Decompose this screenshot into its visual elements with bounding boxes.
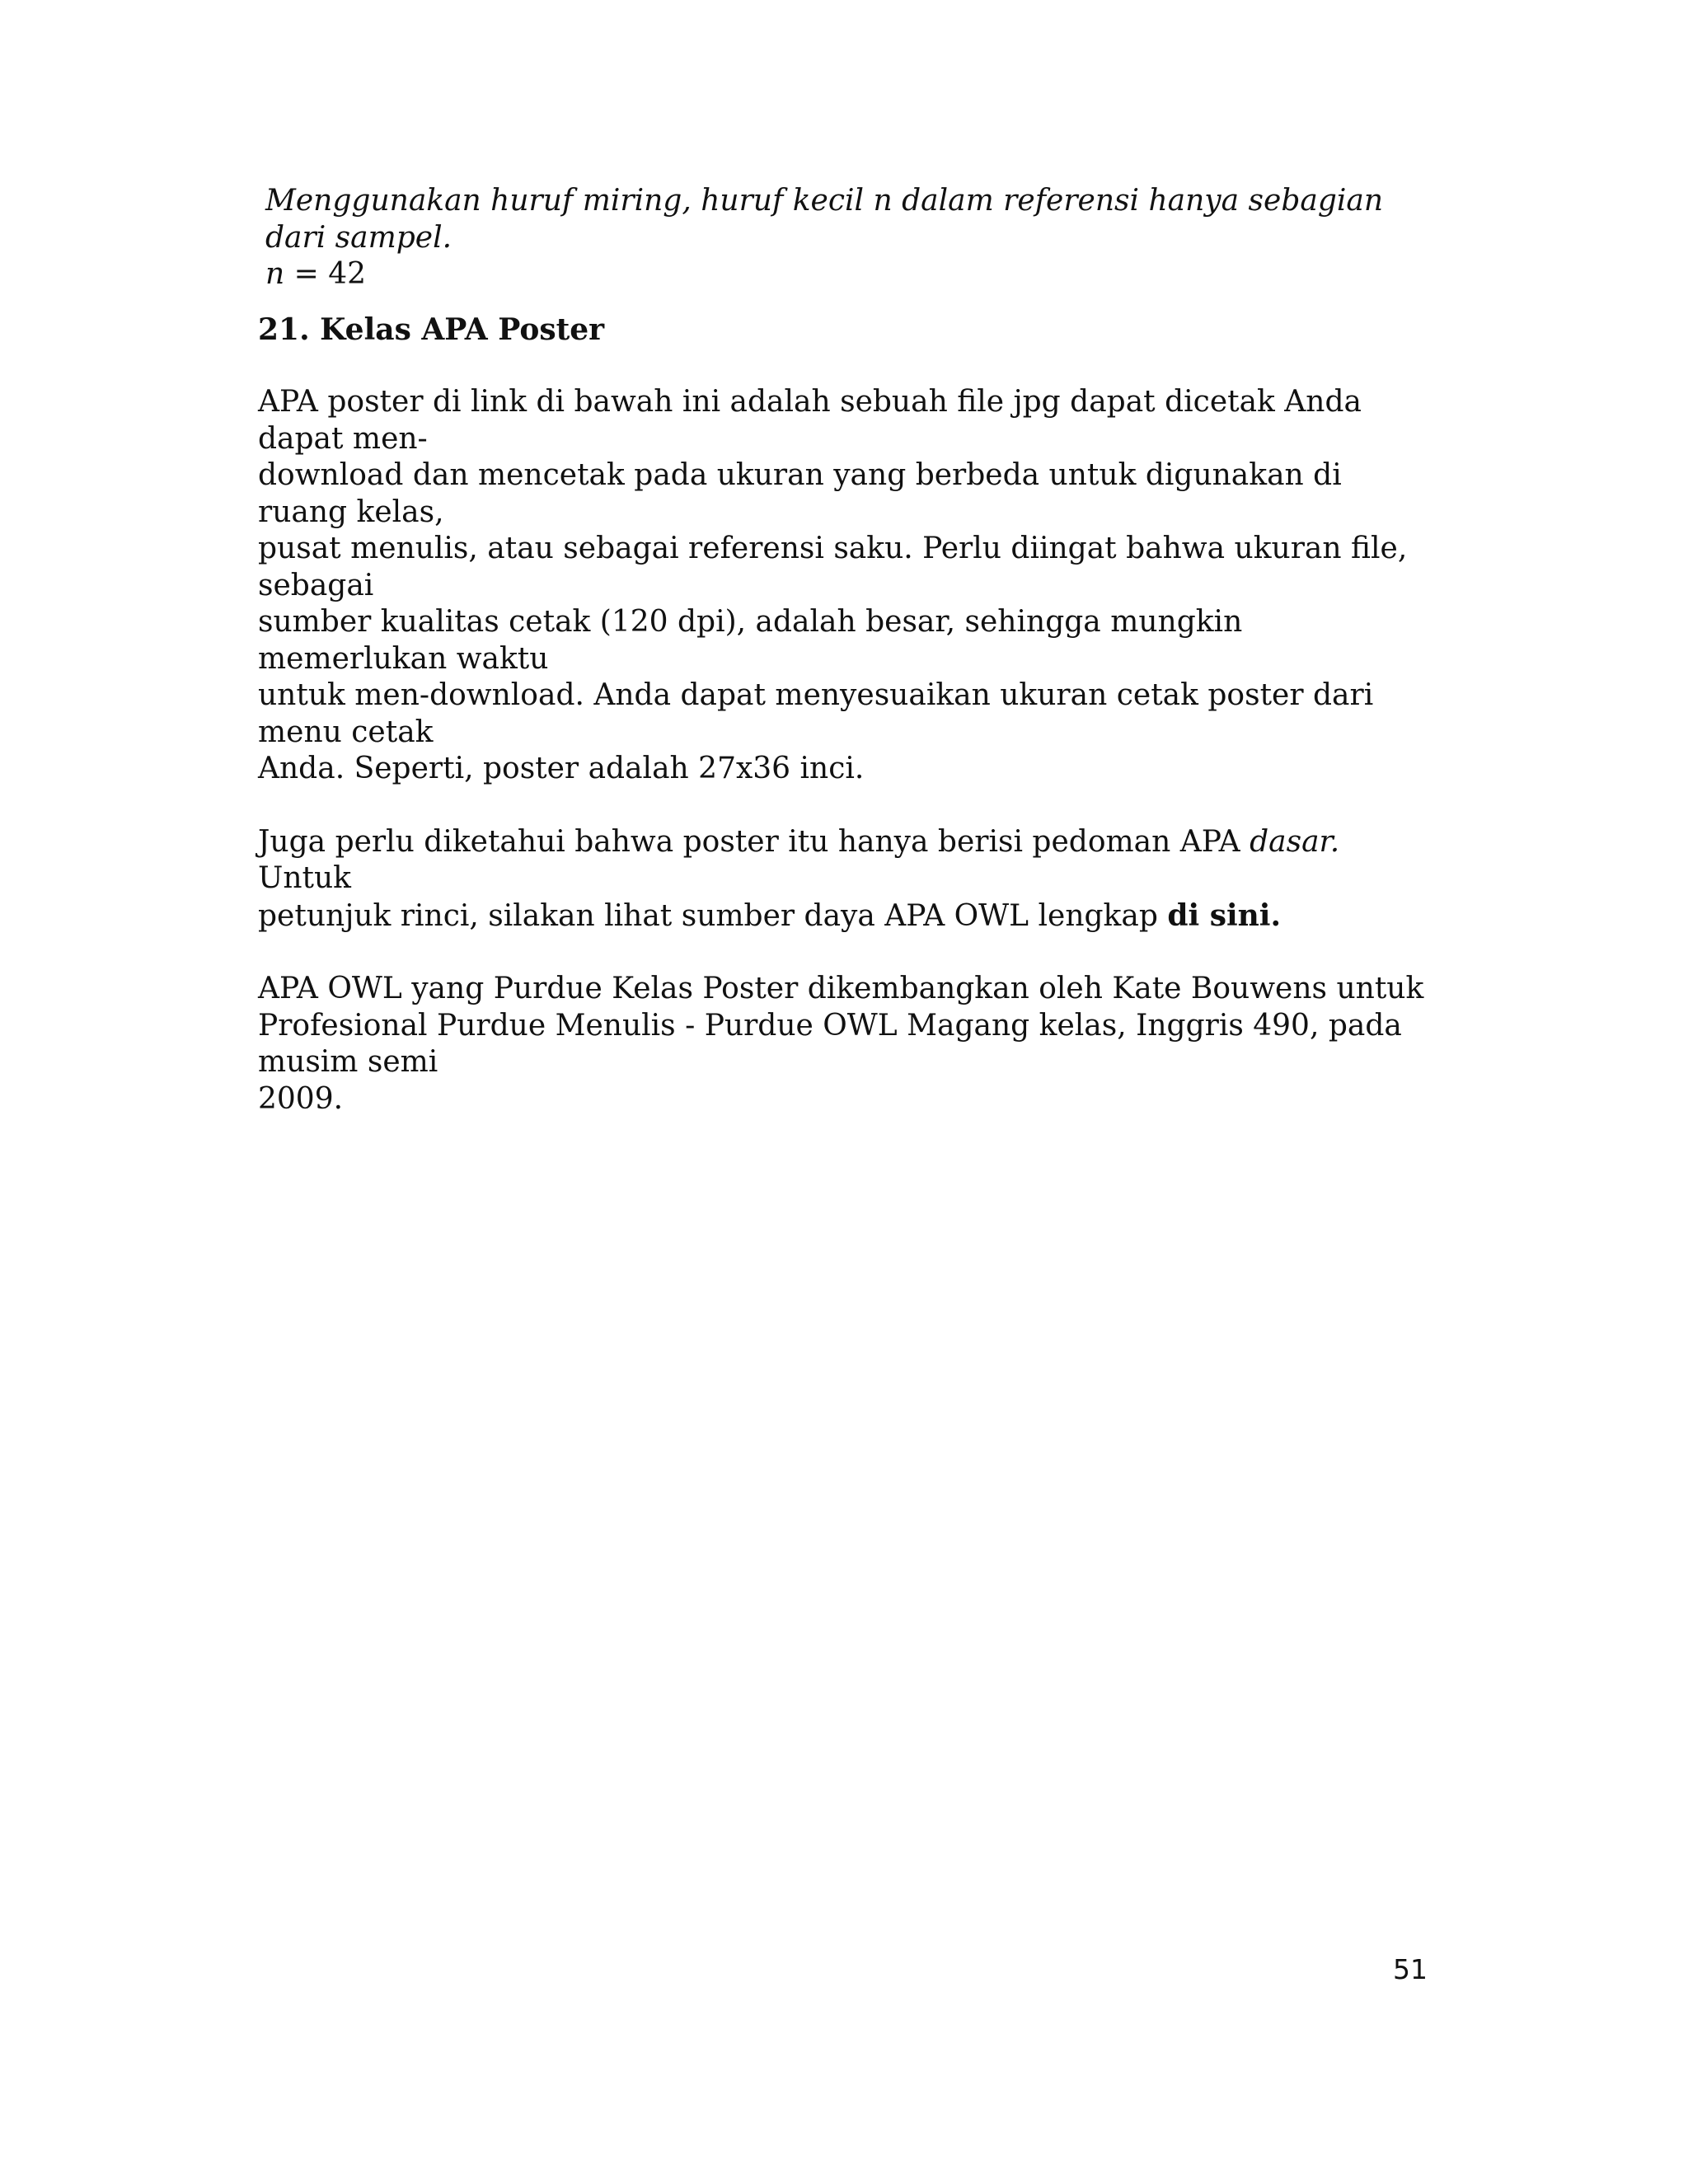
sample-size-value: = 42 [284, 257, 367, 291]
paragraph-line: Profesional Purdue Menulis - Purdue OWL Magang kelas, Inggris 490, pada musim semi [258, 1008, 1402, 1079]
sample-note: Menggunakan huruf miring, huruf kecil n dalam referensi hanya sebagian dari sampel. [265, 184, 1384, 255]
paragraph-text: Untuk [258, 861, 351, 895]
paragraph-line: Anda. Seperti, poster adalah 27x36 inci. [258, 752, 865, 785]
paragraph-line: sumber kualitas cetak (120 dpi), adalah besar, sehingga mungkin memerlukan waktu [258, 605, 1243, 676]
sample-size-line [258, 256, 1428, 293]
paragraph-line: pusat menulis, atau sebagai referensi saku. Perlu diingat bahwa ukuran file, sebagai [258, 532, 1408, 602]
section-heading: 21. Kelas APA Poster [258, 312, 605, 347]
page-number: 51 [1393, 1953, 1428, 1985]
paragraph-line: APA poster di link di bawah ini adalah sebuah file jpg dapat dicetak Anda dapat men- [258, 385, 1362, 456]
link-di-sini[interactable]: di sini. [1167, 898, 1282, 933]
paragraph-credits [258, 971, 1428, 1118]
paragraph-poster-info [258, 384, 1428, 788]
page-content [258, 183, 1428, 1118]
paragraph-text: petunjuk rinci, silakan lihat sumber daya APA OWL lengkap [258, 898, 1168, 933]
paragraph-line: 2009. [258, 1081, 344, 1116]
sample-size-variable: n [265, 257, 285, 291]
paragraph-line: APA OWL yang Purdue Kelas Poster dikembangkan oleh Kate Bouwens untuk [258, 972, 1424, 1005]
paragraph-line: download dan mencetak pada ukuran yang berbeda untuk digunakan di ruang kelas, [258, 458, 1342, 529]
emphasis-dasar: dasar. [1250, 824, 1340, 859]
paragraph-basic-guidelines [258, 824, 1428, 935]
paragraph-text: Juga perlu diketahui bahwa poster itu hanya berisi pedoman APA [258, 824, 1250, 859]
paragraph-line: untuk men-download. Anda dapat menyesuaikan ukuran cetak poster dari menu cetak [258, 678, 1374, 749]
